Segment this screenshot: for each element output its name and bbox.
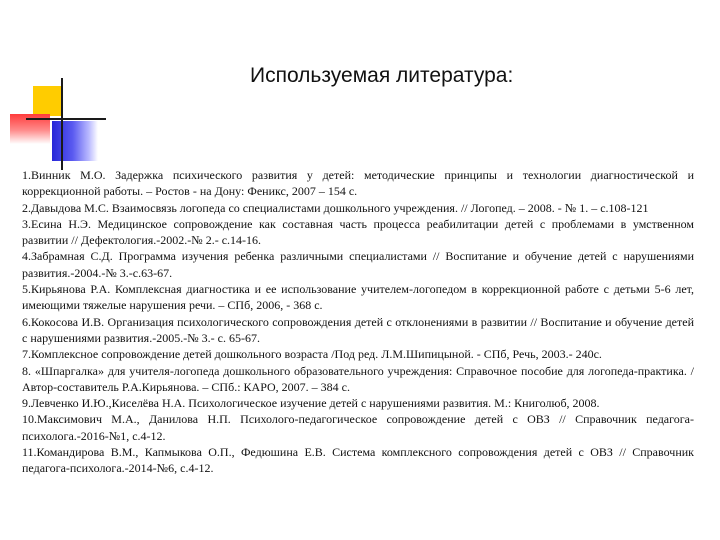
reference-item: 2.Давыдова М.С. Взаимосвязь логопеда со специалистами дошкольного учреждения. // Логопед. – 2008. - № 1. – с.108-121 xyxy=(22,200,649,215)
reference-item: 11.Командирова В.М., Капмыкова О.П., Федюшина Е.В. Система комплексного сопровождения детей с ОВЗ // Справочник педагога-психолога.-2014-№6, с.4-12. xyxy=(22,445,694,476)
reference-item: 8. «Шпаргалка» для учителя-логопеда дошкольного образовательного учреждения: Справочное пособие для логопеда-практика. / Автор-составитель Р.А.Кирьянова. – СПб.: КАРО, 2007. – 384 с. xyxy=(22,363,694,394)
blue-square xyxy=(52,121,98,161)
decorative-squares xyxy=(0,0,120,170)
vertical-line xyxy=(61,78,63,170)
reference-item: 3.Есина Н.Э. Медицинское сопровождение как составная часть процесса реабилитации детей с проблемами в умственном развитии // Дефектология.-2002.-№ 2.- с.14-16. xyxy=(22,216,694,248)
reference-item: 10.Максимович М.А., Данилова Н.П. Психолого-педагогическое сопровождение детей с ОВЗ // Справочник педагога-психолога.-2016-№1, с.4-12. xyxy=(22,412,694,443)
horizontal-line xyxy=(26,118,106,120)
reference-list xyxy=(22,167,694,477)
reference-item: 4.Забрамная С.Д. Программа изучения ребенка различными специалистами // Воспитание и обучение детей с нарушениями развития.-2004.-№ 3.-с.63-67. xyxy=(22,249,694,280)
reference-item: 1.Винник М.О. Задержка психического развития у детей: методические принципы и технологии диагностической и коррекционной работы. – Ростов - на Дону: Феникс, 2007 – 154 с. xyxy=(22,168,694,199)
reference-item: 9.Левченко И.Ю.,Киселёва Н.А. Психологическое изучение детей с нарушениями развития. М.: Книголюб, 2008. xyxy=(22,396,600,411)
reference-item: 7.Комплексное сопровождение детей дошкольного возраста /Под ред. Л.М.Шипицыной. - СПб, Речь, 2003.- 240с. xyxy=(22,347,602,362)
reference-item: 5.Кирьянова Р.А. Комплексная диагностика и ее использование учителем-логопедом в коррекционной работе с детьми 5-6 лет, имеющими тяжелые нарушения речи. – СПб, 2006, - 368 с. xyxy=(22,282,694,313)
slide-title: Используемая литература: xyxy=(250,64,514,87)
yellow-square xyxy=(33,86,63,116)
reference-item: 6.Кокосова И.В. Организация психологического сопровождения детей с отклонениями в развитии // Воспитание и обучение детей с нарушениями развития.-2005.-№ 3.- с. 65-67. xyxy=(22,314,694,345)
